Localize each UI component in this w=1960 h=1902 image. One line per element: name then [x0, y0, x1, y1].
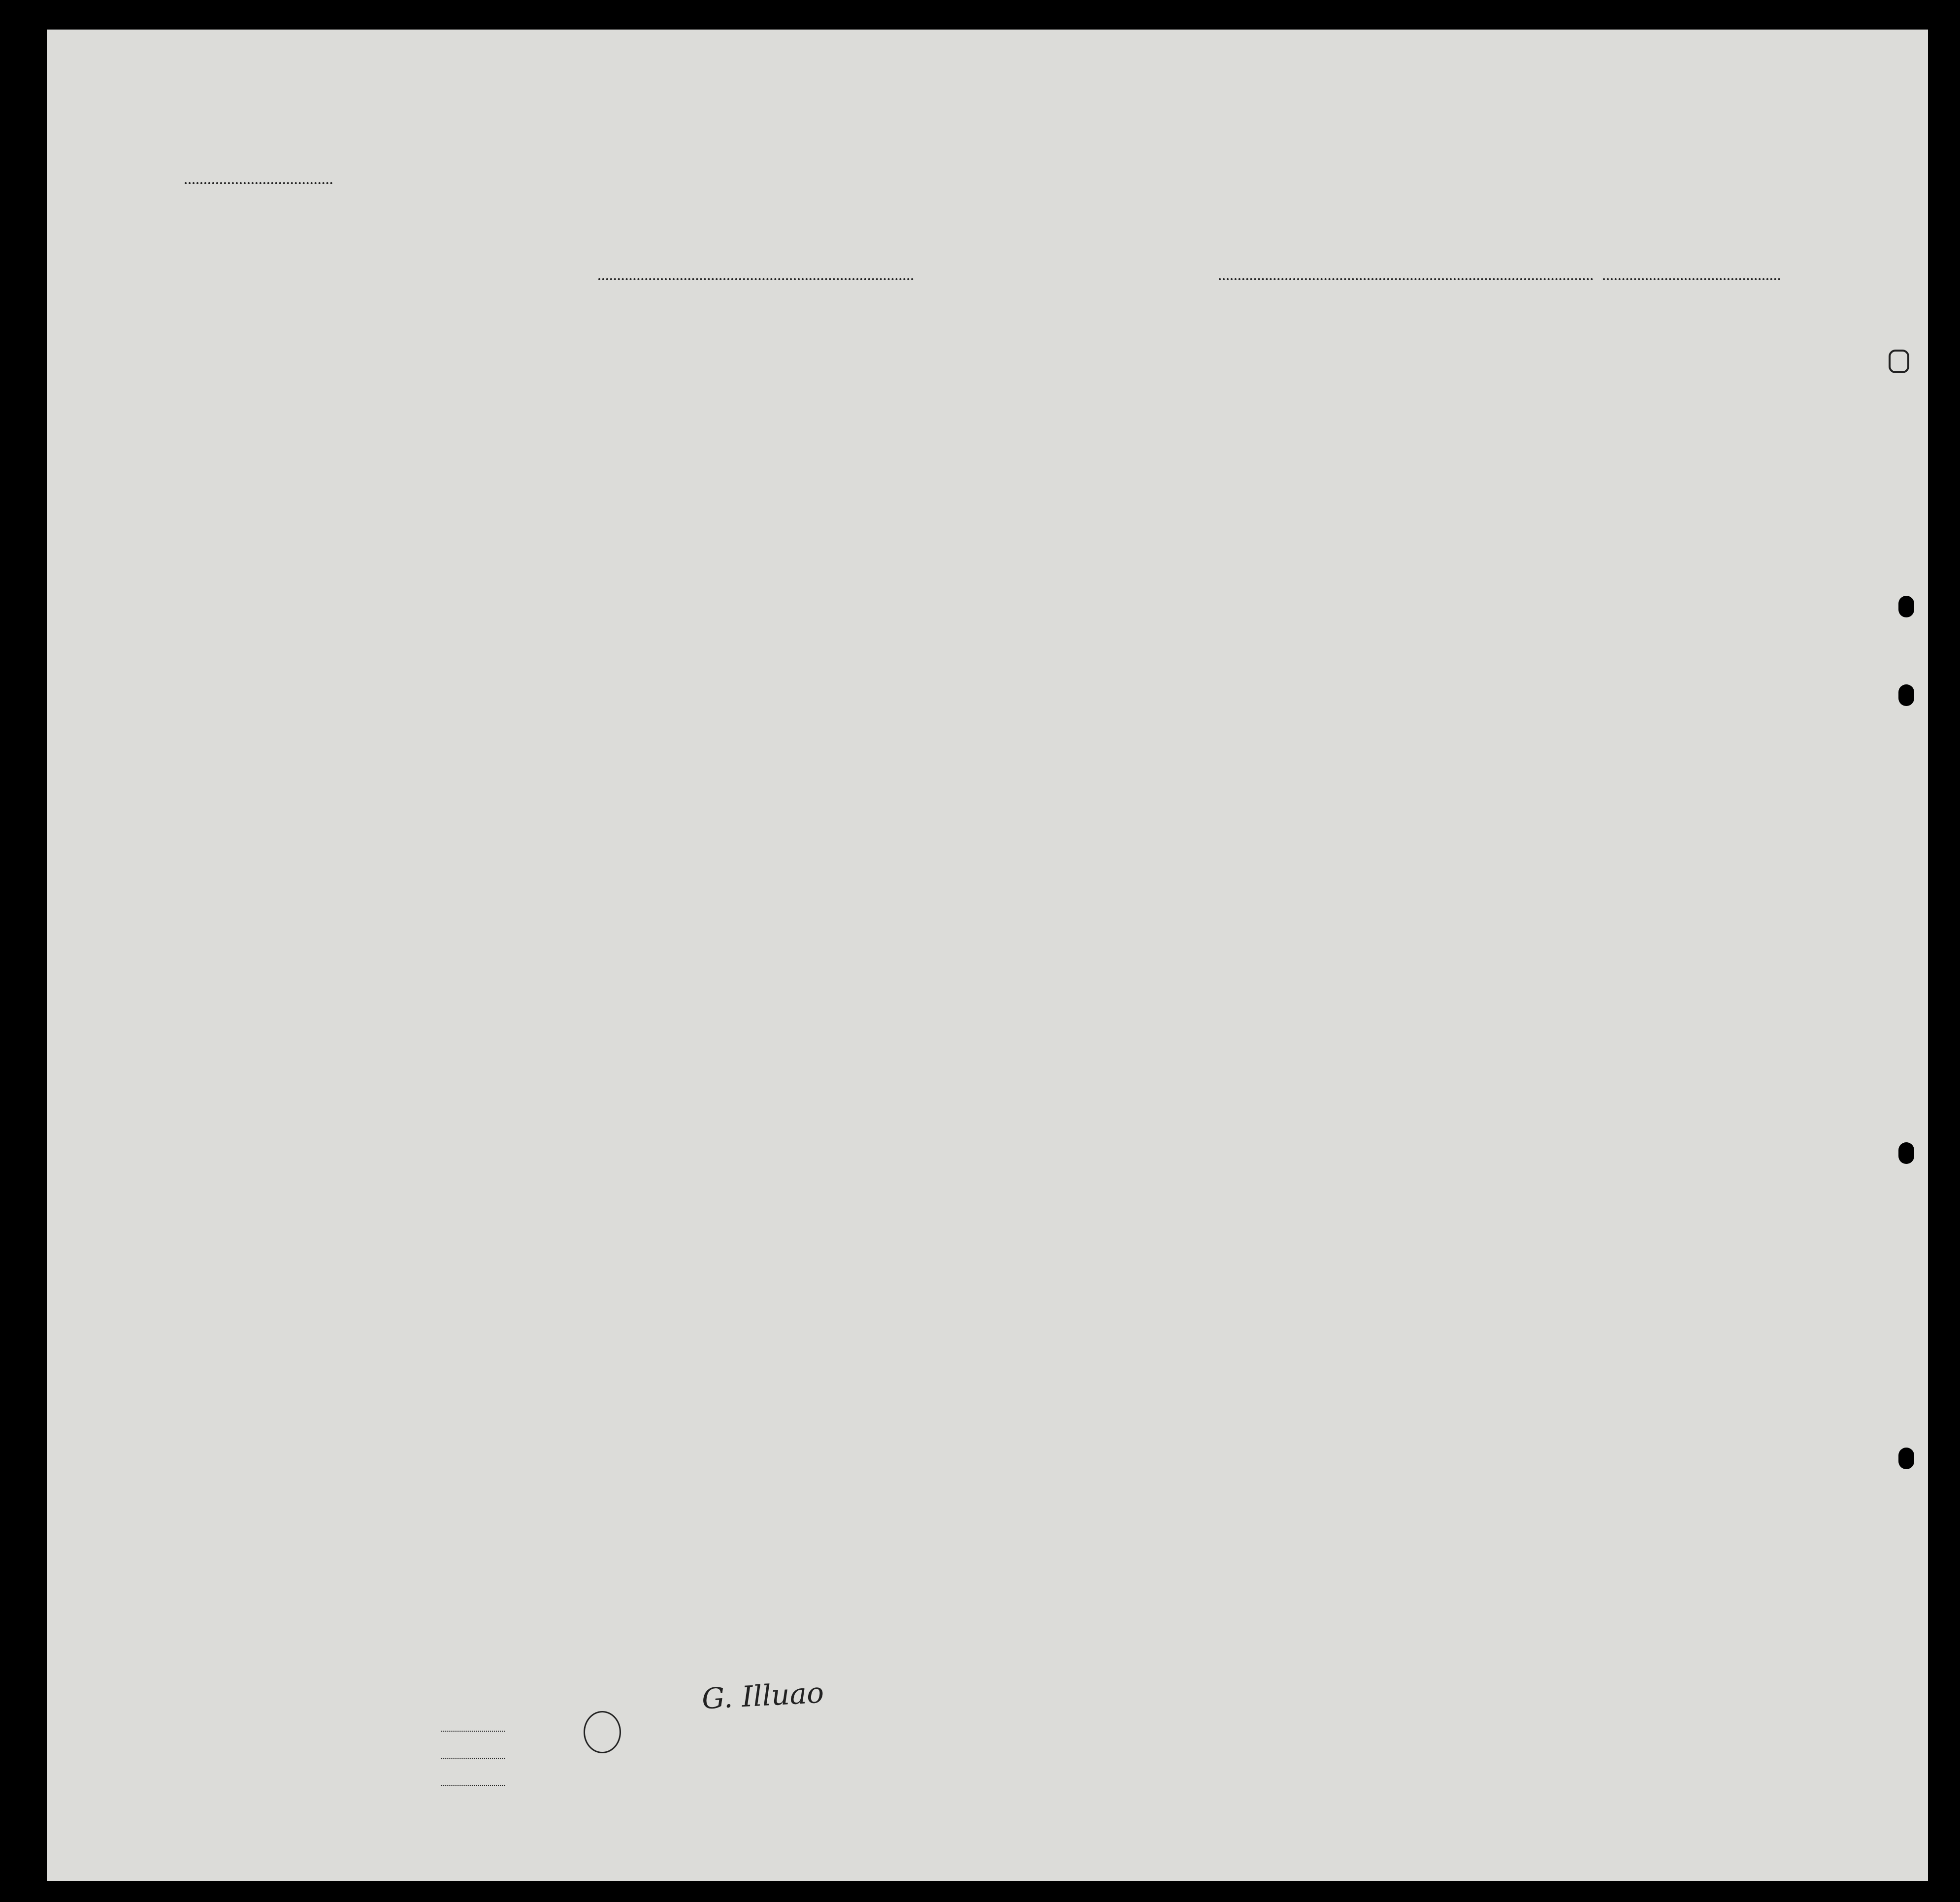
purser-signature: G. Illuao: [701, 1676, 825, 1716]
total-passengers-value: [441, 1731, 505, 1732]
circled-mark: [584, 1711, 621, 1753]
aliens-value: [441, 1785, 505, 1786]
punch-hole: [1898, 1142, 1914, 1164]
punch-hole: [1898, 596, 1914, 617]
punch-hole: [1898, 684, 1914, 706]
us-citizens-value: [441, 1758, 505, 1759]
manifest-sheet: [47, 30, 1928, 1881]
table-grid: [47, 30, 1928, 1881]
ring-hole: [1889, 350, 1909, 373]
punch-hole: [1898, 1448, 1914, 1469]
